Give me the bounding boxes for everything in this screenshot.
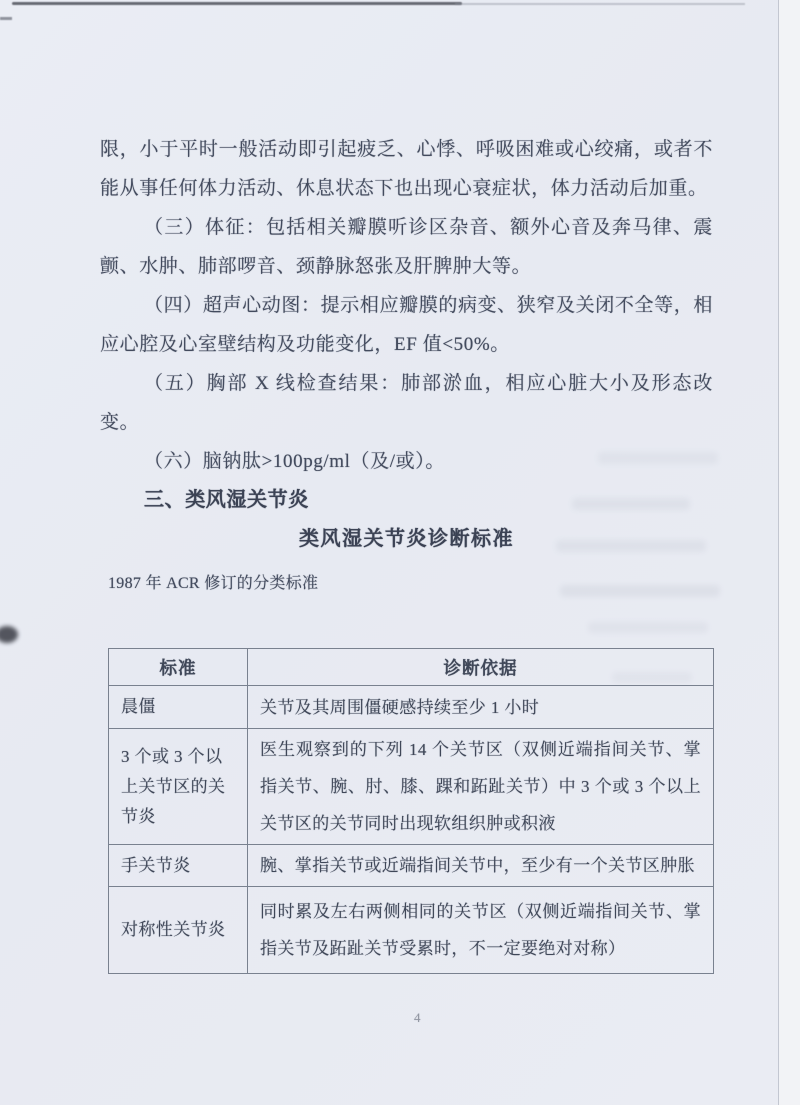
table-row xyxy=(109,887,714,974)
paragraph-item-6: （六）脑钠肽>100pg/ml（及/或）。 xyxy=(144,451,445,472)
basis-cell: 腕、掌指关节或近端指间关节中，至少有一个关节区肿胀 xyxy=(248,845,714,887)
table-row xyxy=(109,845,714,887)
criterion-cell: 3 个或 3 个以上关节区的关节炎 xyxy=(109,729,248,845)
scan-artifact-top-line-faint xyxy=(455,3,745,5)
paragraph-item-5: （五）胸部 X 线检查结果：肺部淤血，相应心脏大小及形态改变。 xyxy=(100,373,713,433)
column-header-basis: 诊断依据 xyxy=(248,649,714,686)
scan-artifact-top-line xyxy=(12,2,462,5)
criteria-table xyxy=(108,648,714,974)
paragraph-item-4: （四）超声心动图：提示相应瓣膜的病变、狭窄及关闭不全等，相应心腔及心室壁结构及功能变化，EF 值<50%。 xyxy=(100,295,713,355)
criterion-cell: 手关节炎 xyxy=(109,845,248,887)
criterion-cell: 对称性关节炎 xyxy=(109,887,248,974)
criterion-cell: 晨僵 xyxy=(109,686,248,729)
table-header-row xyxy=(109,649,714,686)
table-title: 类风湿关节炎诊断标准 xyxy=(299,528,514,550)
scan-artifact-left-smudge xyxy=(0,626,18,643)
paper-right-edge xyxy=(778,0,800,1105)
table-caption: 1987 年 ACR 修订的分类标准 xyxy=(108,575,319,592)
ink-bleedthrough-mark xyxy=(588,622,708,633)
column-header-criterion: 标准 xyxy=(109,649,248,686)
page-number: 4 xyxy=(414,1010,421,1025)
paragraph-continuation: 限，小于平时一般活动即引起疲乏、心悸、呼吸困难或心绞痛，或者不能从事任何体力活动、休息状态下也出现心衰症状，体力活动后加重。 xyxy=(100,139,713,199)
document-body xyxy=(100,130,713,597)
table-row xyxy=(109,686,714,729)
basis-cell: 医生观察到的下列 14 个关节区（双侧近端指间关节、掌指关节、腕、肘、膝、踝和跖趾关节）中 3 个或 3 个以上关节区的关节同时出现软组织肿或积液 xyxy=(248,729,714,845)
scan-artifact-corner-tick xyxy=(0,17,12,20)
table-row xyxy=(109,729,714,845)
section-heading: 三、类风湿关节炎 xyxy=(144,489,309,511)
basis-cell: 关节及其周围僵硬感持续至少 1 小时 xyxy=(248,686,714,729)
basis-cell: 同时累及左右两侧相同的关节区（双侧近端指间关节、掌指关节及跖趾关节受累时，不一定要绝对对称） xyxy=(248,887,714,974)
paragraph-item-3: （三）体征：包括相关瓣膜听诊区杂音、额外心音及奔马律、震颤、水肿、肺部啰音、颈静脉怒张及肝脾肿大等。 xyxy=(100,217,713,277)
